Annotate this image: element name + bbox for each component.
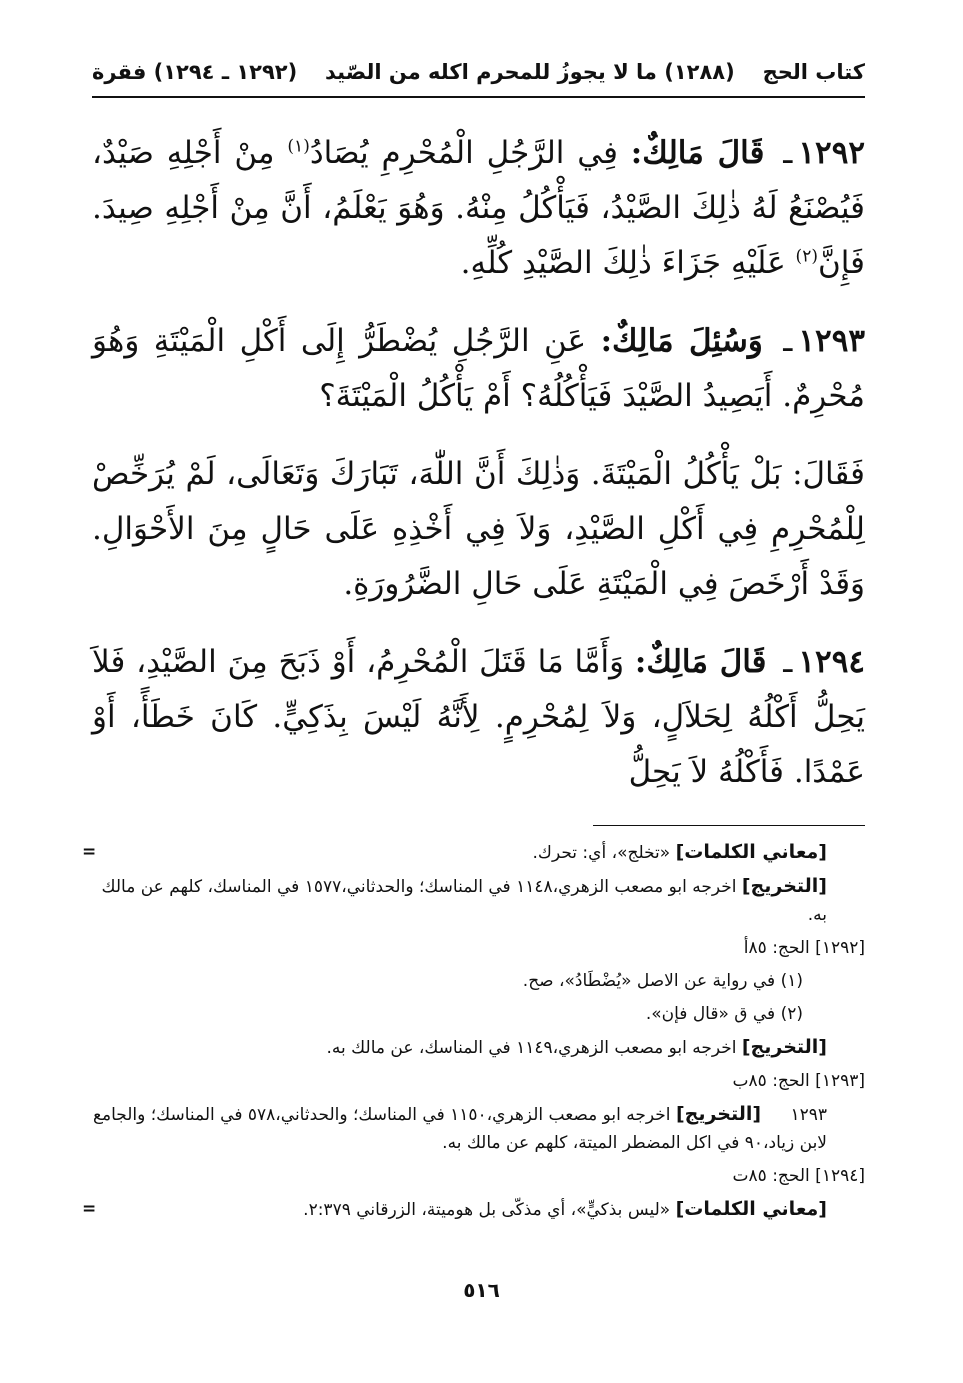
paragraph-number: ١٢٩٣ — [798, 323, 865, 359]
footnote-takhrij-1 — [92, 872, 865, 929]
paragraph-text: فِي الرَّجُلِ الْمُحْرِمِ يُصَادُ — [309, 135, 618, 171]
paragraph-speaker: قَالَ مَالِكٌ: — [634, 644, 767, 680]
footnote-note-1: (١) في رواية عن الاصل «يُضْطَادُ»، صح. — [522, 971, 803, 991]
paragraph-text: مِنْ أَجْلِهِ صَيْدٌ، فَيُصْنَعُ لَهُ ذٰلِكَ الصَّيْدُ، فَيَأْكُلُ مِنْهُ. وَهُوَ يَعْلَمُ، أَنَّ مِنْ أَجْلِهِ صِيدَ. فَإِنَّ — [92, 135, 865, 281]
continuation-mark: = — [82, 1199, 97, 1219]
paragraph-speaker: وَسُئِلَ مَالِكٌ: — [600, 323, 763, 359]
footnote-ref-1294: [١٢٩٤] الحج: ٨٥ت — [732, 1166, 865, 1186]
paragraph-speaker: قَالَ مَالِكٌ: — [630, 135, 765, 171]
paragraph-text: وَأَمَّا مَا قَتَلَ الْمُحْرِمُ، أَوْ ذَبَحَ مِنَ الصَّيْدِ، فَلاَ يَحِلُّ أَكْلُهُ لِحَلاَلٍ، وَلاَ لِمُحْرِمٍ. لِأَنَّهُ لَيْسَ بِذَكِيٍّ. كَانَ خَطَأً، أَوْ عَمْدًا. فَأَكْلُهُ لاَ يَحِلُّ — [92, 644, 865, 790]
header-book-title: كتاب الحج — [762, 60, 865, 84]
header-chapter-title: (١٢٨٨) ما لا يجوزُ للمحرم اكله من الصّيد — [325, 60, 735, 84]
footnote-rule — [593, 825, 865, 826]
takhrij-text: اخرجه ابو مصعب الزهري،١١٥٠ في المناسك؛ والحدثاني،٥٧٨ في المناسك؛ والجامع لابن زياد،٩٠ في اكل المضطر الميتة، كلهم عن مالك به. — [92, 1105, 827, 1153]
takhrij-text: اخرجه ابو مصعب الزهري،١١٤٨ في المناسك؛ والحدثاني،١٥٧٧ في المناسك، كلهم عن مالك به. — [101, 877, 827, 925]
header-rule — [92, 96, 865, 98]
footnote-paragraph-number: ١٢٩٣ — [790, 1105, 827, 1125]
footnote-ref-1293: [١٢٩٣] الحج: ٨٥ب — [732, 1071, 865, 1091]
meanings-tag: [معاني الكلمات] — [675, 841, 827, 863]
paragraph-number: ١٢٩٤ — [798, 644, 865, 680]
paragraph-text: فَقَالَ: بَلْ يَأْكُلُ الْمَيْتَةَ. وَذٰلِكَ أَنَّ اللّٰهَ، تَبَارَكَ وَتَعَالَى، لَمْ يُرَخِّصْ لِلْمُحْرِمِ فِي أَكْلِ الصَّيْدِ، وَلاَ فِي أَخْذِهِ عَلَى حَالٍ مِنَ الأَحْوَالِ. وَقَدْ أَرْخَصَ فِي الْمَيْتَةِ عَلَى حَالِ الضَّرُورَةِ. — [92, 456, 865, 602]
takhrij-text: اخرجه ابو مصعب الزهري،١١٤٩ في المناسك، عن مالك به. — [326, 1038, 737, 1058]
paragraph-number: ١٢٩٢ — [798, 135, 865, 171]
header-paragraph-range: (١٢٩٢ ـ ١٢٩٤) فقرة — [92, 60, 298, 84]
paragraph-1294: ١٢٩٤ـ قَالَ مَالِكٌ: وَأَمَّا مَا قَتَلَ الْمُحْرِمُ، أَوْ ذَبَحَ مِنَ الصَّيْدِ، فَلاَ يَحِلُّ أَكْلُهُ لِحَلاَلٍ، وَلاَ لِمُحْرِمٍ. لِأَنَّهُ لَيْسَ بِذَكِيٍّ. كَانَ خَطَأً، أَوْ عَمْدًا. فَأَكْلُهُ لاَ يَحِلُّ — [92, 644, 865, 790]
takhrij-tag: [التخريج] — [741, 875, 827, 897]
paragraph-text: عَلَيْهِ جَزَاءَ ذٰلِكَ الصَّيْدِ كُلِّهِ. — [460, 245, 786, 281]
paragraph-1293: ١٢٩٣ـ وَسُئِلَ مَالِكٌ: عَنِ الرَّجُلِ يُضْطَرُّ إِلَى أَكْلِ الْمَيْتَةِ وَهُوَ مُحْرِمٌ. أَيَصِيدُ الصَّيْدَ فَيَأْكُلُهُ؟ أَمْ يَأْكُلُ الْمَيْتَةَ؟ — [92, 323, 865, 414]
page-number: ٥١٦ — [463, 1278, 500, 1302]
meanings-text: «ليس بذكيٍّ»، أي مذكّى بل هوميتة، الزرقاني ٢:٣٧٩. — [303, 1200, 671, 1220]
running-header — [92, 52, 865, 92]
paragraph-1292: ١٢٩٢ـ قَالَ مَالِكٌ: فِي الرَّجُلِ الْمُحْرِمِ يُصَادُ$^{(١)}$ مِنْ أَجْلِهِ صَيْدٌ، فَيُصْنَعُ لَهُ ذٰلِكَ الصَّيْدُ، فَيَأْكُلُ مِنْهُ. وَهُوَ يَعْلَمُ، أَنَّ مِنْ أَجْلِهِ صِيدَ. فَإِنَّ$^{(٢)}$ عَلَيْهِ جَزَاءَ ذٰلِكَ الصَّيْدِ كُلِّهِ. — [92, 135, 865, 281]
continuation-mark: = — [82, 842, 97, 862]
footnote-marker-1: (١) — [287, 136, 310, 157]
footnote-takhrij-3 — [92, 1100, 865, 1157]
main-text — [92, 126, 865, 823]
paragraph-answer — [92, 447, 865, 612]
footnote-note-2: (٢) في ق «قال فإن». — [645, 1004, 803, 1024]
meanings-tag: [معاني الكلمات] — [675, 1198, 827, 1220]
footnote-takhrij-2 — [92, 1033, 865, 1062]
footnote-meanings-1 — [82, 838, 865, 867]
footnote-ref-1292: [١٢٩٢] الحج: ٨٥أ — [743, 938, 865, 958]
footnotes — [82, 838, 865, 1229]
takhrij-tag: [التخريج] — [741, 1036, 827, 1058]
meanings-text: «تخلج»، أي: تحرك. — [532, 843, 671, 863]
takhrij-tag: [التخريج] — [675, 1103, 762, 1125]
footnote-meanings-2 — [82, 1195, 865, 1224]
paragraph-text: عَنِ الرَّجُلِ يُضْطَرُّ إِلَى أَكْلِ الْمَيْتَةِ وَهُوَ مُحْرِمٌ. أَيَصِيدُ الصَّيْدَ فَيَأْكُلُهُ؟ أَمْ يَأْكُلُ الْمَيْتَةَ؟ — [92, 323, 865, 414]
footnote-marker-2: (٢) — [795, 246, 818, 267]
